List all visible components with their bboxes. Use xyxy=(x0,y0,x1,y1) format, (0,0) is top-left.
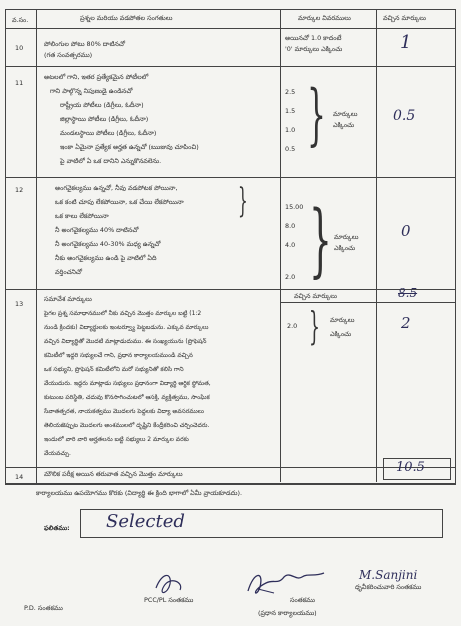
marks-rule: అయినచో 1.0 కాదంటే xyxy=(285,34,342,42)
score-value: 2 xyxy=(401,314,411,332)
col-divider xyxy=(36,9,37,483)
signature-verifier: M.Sanjini xyxy=(359,568,418,582)
brace-label: ఎక్కించు xyxy=(334,244,356,252)
score-value: 1 xyxy=(400,32,412,53)
criteria-text: వర్తించనిచో xyxy=(55,268,83,276)
criteria-text: పై వాటిలో ఏ ఒక దానిని ఎన్నుకొనవలెను. xyxy=(60,157,162,165)
verifier-signature-label: ధృవీకరించువారి సంతకము xyxy=(355,583,422,591)
criteria-text: ఇందులో వారి వారి అర్హతలను బట్టి సభ్యులు 2 మార్కుల వరకు xyxy=(44,436,189,443)
criteria-text: (గత సంవత్సరము) xyxy=(44,51,93,59)
total-score: 10.5 xyxy=(396,460,425,475)
criteria-text: ఇంకా ఏమైనా ప్రత్యేక అర్హత ఉన్నచో (ఋజువు చూపించి) xyxy=(60,143,199,151)
criteria-text: జిల్లాస్థాయి పోటీలు (డిగ్రీలు, ఓదీనా) xyxy=(60,115,149,123)
header-criteria: ప్రశ్నల మరియు వడపోతల సంగతులు xyxy=(80,14,173,22)
col-divider xyxy=(280,9,281,482)
criteria-text: ఒక కంటి చూపు లేకపోయినా, ఒక చేయి లేకపోయినా xyxy=(55,198,184,206)
mark-option: 2.0 xyxy=(287,322,298,330)
brace-symbol: } xyxy=(307,76,326,153)
rep-signature-label: సంతకము xyxy=(290,596,316,604)
row-divider xyxy=(5,28,455,29)
head-score: 8.5 xyxy=(398,286,418,300)
criteria-text: అంగవైకల్యము ఉన్నచో, నీవు వడపోటక పోయినా, xyxy=(55,184,178,192)
result-label: ఫలితము: xyxy=(44,524,70,532)
pd-signature-label: P.D. సంతకము xyxy=(24,604,63,612)
section-heading: సమావేశ మార్కులు xyxy=(44,295,92,303)
criteria-text: వేయవచ్చు. xyxy=(44,450,71,457)
criteria-text: రాష్ట్రీయ పోటీలు (డిగ్రీలు, ఓదీనా) xyxy=(60,101,144,109)
criteria-text: అటలలో గాని, ఇతర ప్రత్యేకమైన పోటీలలో xyxy=(44,73,149,81)
criteria-text: కమిటీలో ఇద్దరి సభ్యులచే గాని, ప్రధాన కార్యాలయముండి వచ్చిన xyxy=(44,352,193,359)
row-number: 12 xyxy=(15,186,24,194)
criteria-text: కుటుంబ పరిస్థితి, చదువు కొనసాగించుటలో ఆసక్తి, వ్యక్తిత్వము, సాంఘిక xyxy=(44,394,210,401)
criteria-text: మండలస్థాయి పోటీలు (డిగ్రీలు, ఓదీనా) xyxy=(60,129,157,137)
criteria-text: సేవాతత్పరత, నాయకత్వము మొదలగు పెద్దలకు విద్యా అవసరములు xyxy=(44,408,205,415)
rep-signature-note: (ప్రధాన కార్యాలయము) xyxy=(258,609,317,617)
criteria-text: గాని పాల్గొన్న నిపుణుడై ఉండినచో xyxy=(50,87,133,95)
criteria-text: ఒక సభ్యుని, ప్రొఫెషన్ కమిటీలోని మరో సభ్యునితో కలిసి గాని xyxy=(44,366,184,373)
criteria-text: నీకు అంగవైకల్యము ఉండి పై వాటిలో ఏది xyxy=(55,254,157,262)
score-value: 0.5 xyxy=(393,108,416,124)
brace-label: ఎక్కించు xyxy=(333,121,355,129)
row-divider xyxy=(280,302,455,303)
result-value: Selected xyxy=(106,511,185,532)
mark-option: 2.5 xyxy=(285,88,296,96)
brace-symbol: } xyxy=(309,193,332,286)
brace-symbol: } xyxy=(309,304,320,348)
criteria-text: తెలియజెప్పుట మొదలగు అంశములలో దృష్టిని కేంద్రీకరించి చర్చించెదరు. xyxy=(44,422,210,429)
criteria-text: ఒక కాలు లేకపోయినా xyxy=(55,212,109,220)
mark-option: 15.00 xyxy=(285,203,304,211)
row-divider xyxy=(5,66,455,67)
signature-representative xyxy=(244,565,329,601)
pcc-signature-label: PCC/PL సంతకము xyxy=(144,596,194,604)
row-number: 10 xyxy=(15,44,24,52)
criteria-text: నీ అంగవైకల్యము 40% దాటినచో xyxy=(55,226,139,234)
col-divider xyxy=(376,9,377,482)
criteria-text: వచ్చిన విద్యార్థితో మొదటి మాట్లాడుదుము. ఈ సంఖ్యయును (ప్రొఫెషన్ xyxy=(44,338,207,345)
brace-label: మార్కులు xyxy=(333,110,358,118)
mark-option: 8.0 xyxy=(285,222,296,230)
mark-option: 1.5 xyxy=(285,107,296,115)
brace-label: మార్కులు xyxy=(334,233,359,241)
row-number: 14 xyxy=(15,473,24,481)
criteria-text: పైగల ప్రశ్న సమాధానములో నీకు వచ్చిన మొత్తం మార్కుల బట్టి (1:2 xyxy=(44,310,202,317)
criteria-text: నుండి క్రిందకు) విద్యార్థులకు ఇంటర్వ్యూ పెట్టబడును. ఎక్కువ మార్కులు xyxy=(44,324,209,331)
criteria-text: పోలింగుల పోటు 80% దాటినచో xyxy=(44,40,125,48)
marks-rule: '0' మార్కులు ఎక్కించు xyxy=(285,45,343,53)
office-use-note: కార్యాలయము ఉపయోగము కొరకు (విద్యార్థి ఈ క్రింది భాగాలో ఏమీ వ్రాయకూడదు). xyxy=(36,489,243,497)
row-divider xyxy=(5,483,455,484)
brace-label: ఎక్కించు xyxy=(330,330,352,338)
mark-option: 1.0 xyxy=(285,126,296,134)
row-number: 11 xyxy=(15,79,24,87)
criteria-text: వేయుదురు. ఇద్దరు మాట్లాడు సభ్యులు ప్రధానంగా విద్యార్థి ఆర్థిక స్థోమత, xyxy=(44,380,211,387)
column-subheading: వచ్చిన మార్కులు xyxy=(294,292,337,300)
mark-option: 2.0 xyxy=(285,273,296,281)
brace-label: మార్కులు xyxy=(330,316,355,324)
row-divider xyxy=(5,177,455,178)
row-number: 13 xyxy=(15,300,24,308)
header-awarded: వచ్చిన మార్కులు xyxy=(383,14,426,22)
criteria-text: మౌలిక పరీక్ష అయిన తరువాత వచ్చిన మొత్తం మార్కులు xyxy=(44,470,183,478)
score-value: 0 xyxy=(401,222,411,240)
header-sno: వ.సం. xyxy=(12,16,29,24)
row-divider xyxy=(5,289,455,290)
header-marks-detail: మార్కుల వివరములు xyxy=(298,14,351,22)
brace-symbol: } xyxy=(238,181,248,221)
criteria-text: నీ అంగవైకల్యము 40-30% మధ్య ఉన్నచో xyxy=(55,240,161,248)
mark-option: 4.0 xyxy=(285,241,296,249)
mark-option: 0.5 xyxy=(285,145,296,153)
